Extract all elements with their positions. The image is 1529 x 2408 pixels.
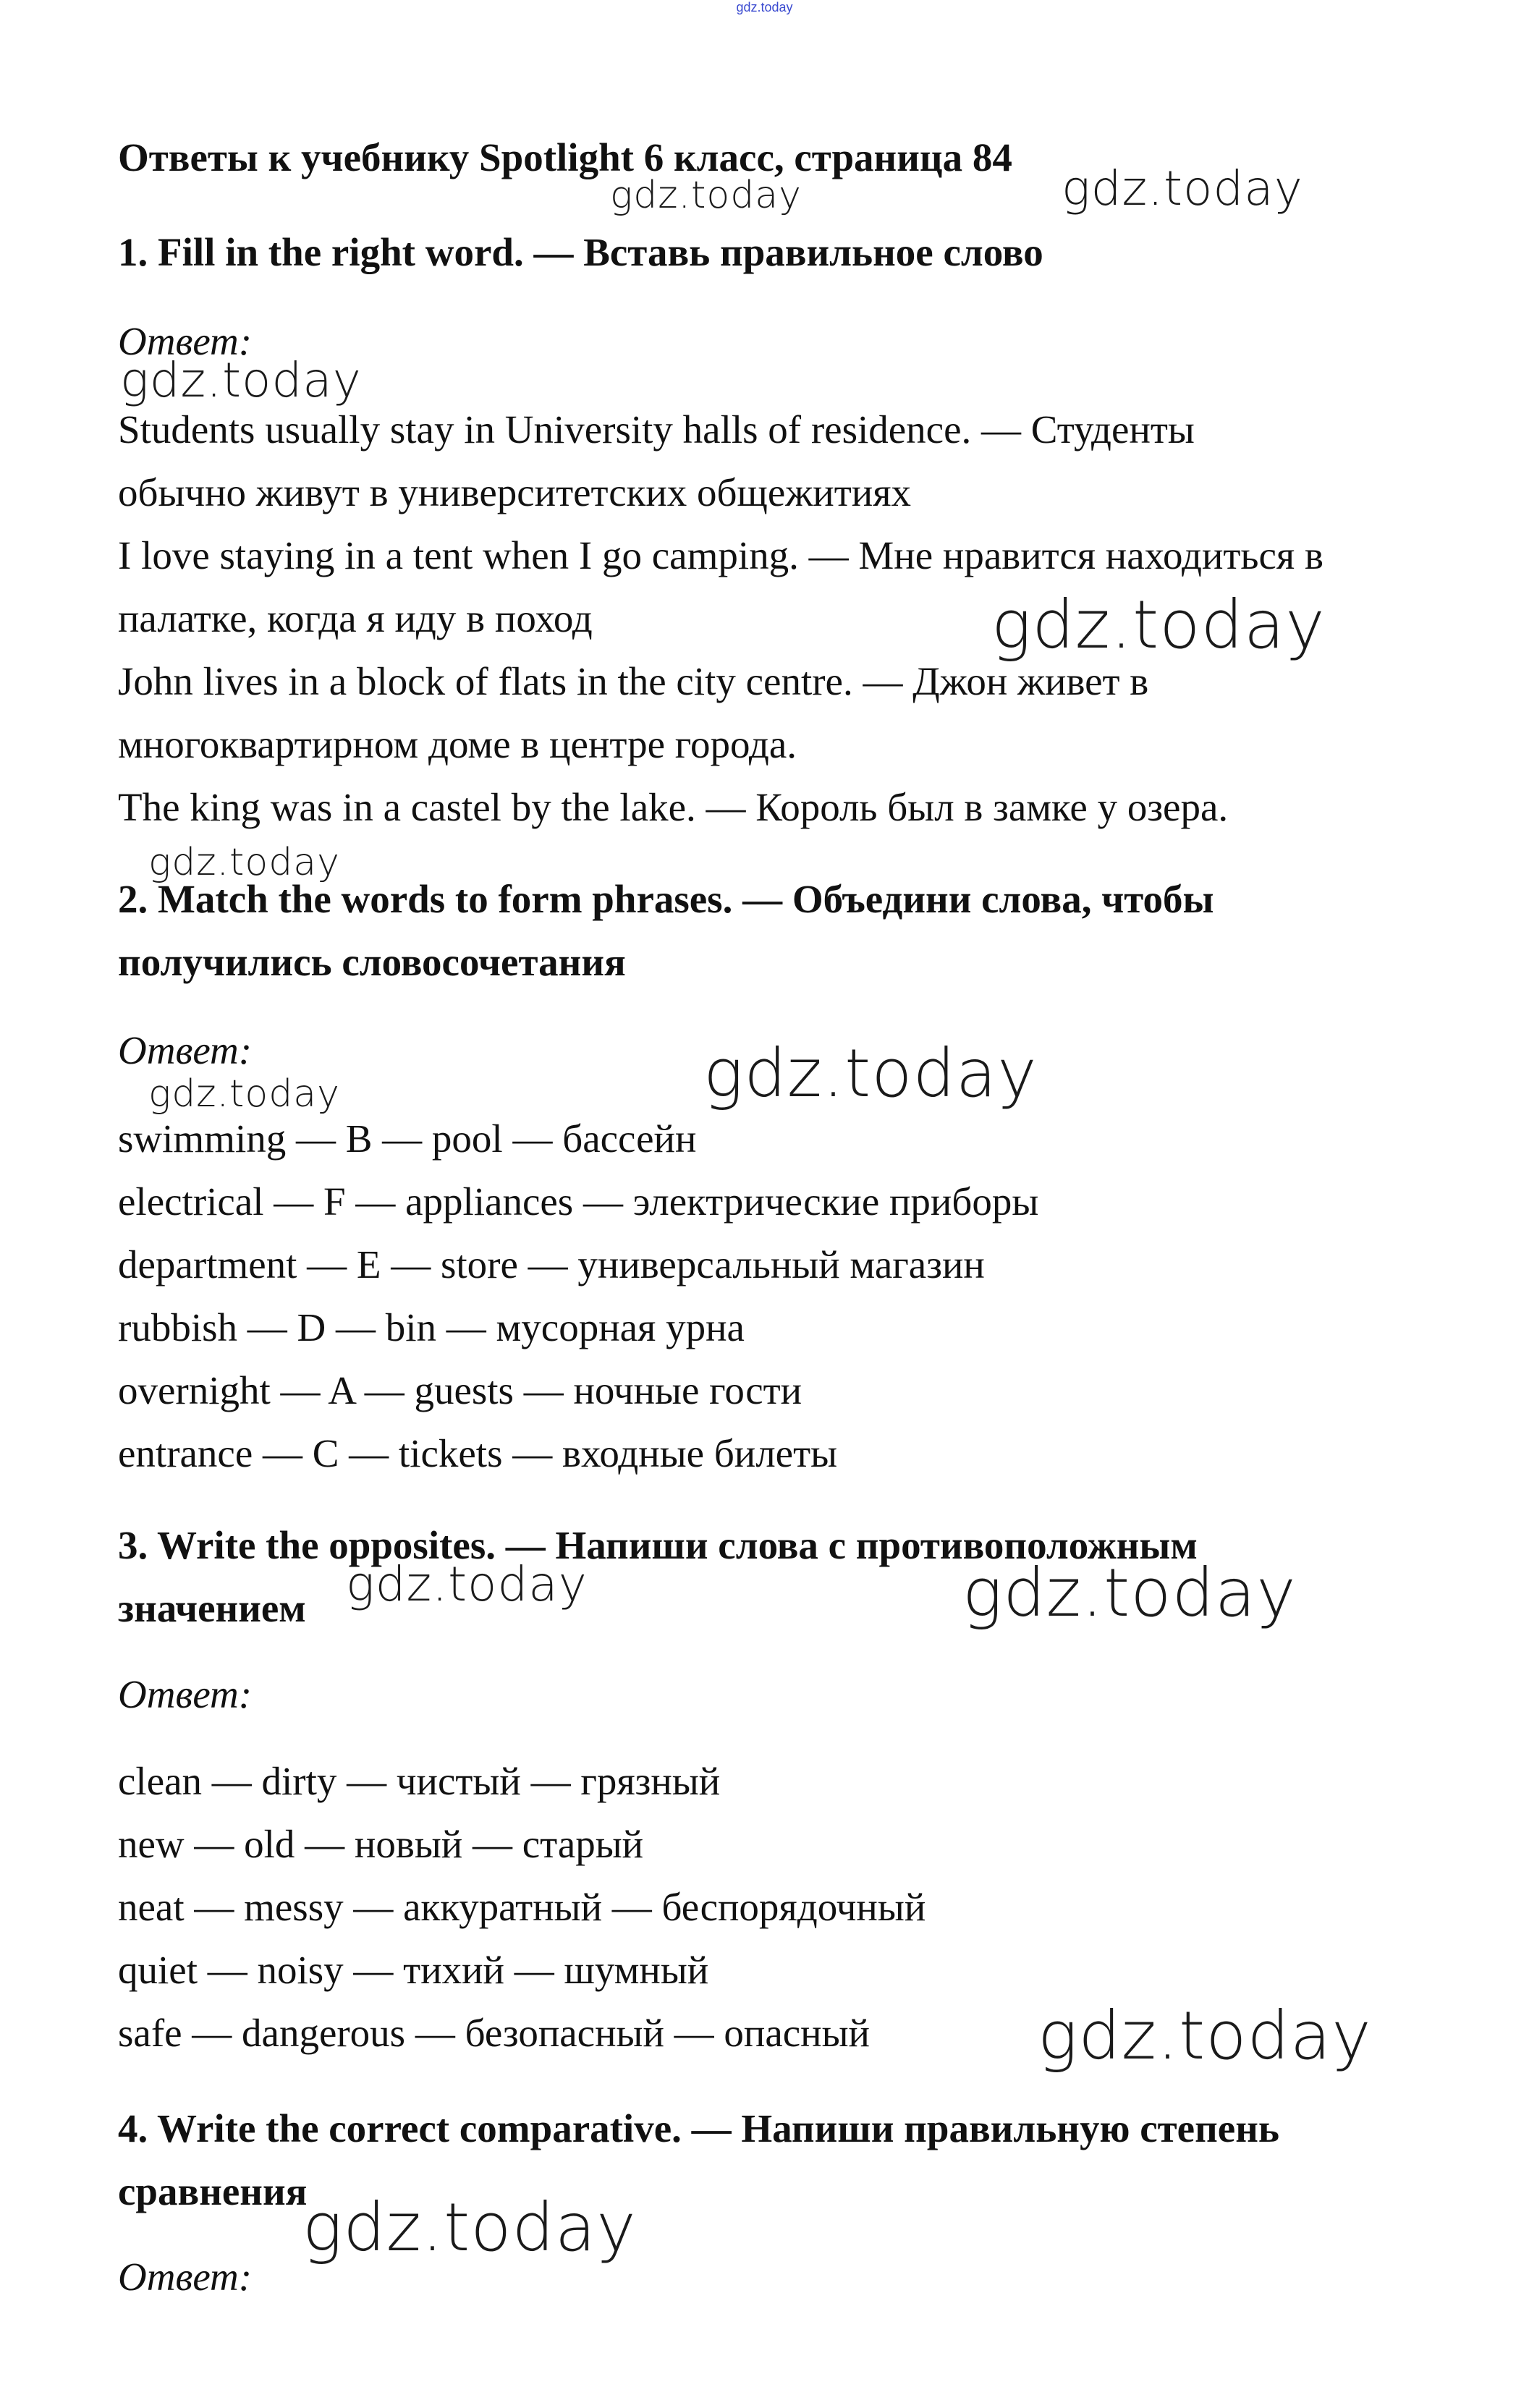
section-2-answer-list bbox=[118, 1107, 1420, 1485]
section-2-heading-line-2: получились словосочетания bbox=[118, 940, 626, 984]
list-item: The king was in a castel by the lake. — Король был в замке у озера. bbox=[118, 785, 1229, 829]
section-2-answer-label: Ответ: bbox=[118, 1028, 253, 1072]
list-item: entrance — C — tickets — входные билеты bbox=[118, 1431, 838, 1475]
section-3-heading-line-2: значением bbox=[118, 1586, 306, 1630]
list-item: John lives in a block of flats in the city centre. — Джон живет в bbox=[118, 659, 1149, 703]
watermark: gdz.today bbox=[962, 1554, 1297, 1632]
list-item: I love staying in a tent when I go camping. — Мне нравится находиться в bbox=[118, 533, 1323, 577]
watermark: gdz.today bbox=[302, 2189, 637, 2266]
list-item: обычно живут в университетских общежитиях bbox=[118, 470, 911, 514]
list-item: neat — messy — аккуратный — беспорядочный bbox=[118, 1885, 926, 1929]
section-1-heading-line: 1. Fill in the right word. — Вставь правильное слово bbox=[118, 230, 1043, 274]
watermark: gdz.today bbox=[1062, 161, 1303, 216]
section-1-heading bbox=[118, 221, 1420, 284]
list-item: палатке, когда я иду в поход bbox=[118, 596, 593, 640]
watermark: gdz.today bbox=[703, 1035, 1038, 1112]
section-4-heading-line-2: сравнения bbox=[118, 2169, 308, 2213]
list-item: многоквартирном доме в центре города. bbox=[118, 722, 797, 766]
list-item: overnight — A — guests — ночные гости bbox=[118, 1368, 802, 1412]
list-item: clean — dirty — чистый — грязный bbox=[118, 1759, 721, 1803]
section-4-heading-line-1: 4. Write the correct comparative. — Напиши правильную степень bbox=[118, 2106, 1279, 2150]
list-item: new — old — новый — старый bbox=[118, 1822, 644, 1866]
section-1-answer-label: Ответ: bbox=[118, 319, 253, 363]
watermark: gdz.today bbox=[148, 841, 340, 884]
list-item: electrical — F — appliances — электрические приборы bbox=[118, 1179, 1039, 1224]
list-item: Students usually stay in University halls of residence. — Студенты bbox=[118, 407, 1195, 452]
section-4-answer-label: Ответ: bbox=[118, 2255, 253, 2299]
watermark: gdz.today bbox=[610, 174, 802, 217]
list-item: safe — dangerous — безопасный — опасный bbox=[118, 2011, 870, 2055]
watermark: gdz.today bbox=[346, 1556, 588, 1612]
header-watermark: gdz.today bbox=[736, 0, 793, 14]
watermark: gdz.today bbox=[148, 1072, 340, 1116]
list-item: swimming — B — pool — бассейн bbox=[118, 1116, 697, 1161]
page-title: Ответы к учебнику Spotlight 6 класс, страница 84 bbox=[118, 135, 1012, 179]
section-3-heading-line-1: 3. Write the opposites. — Напиши слова с противоположным bbox=[118, 1523, 1198, 1567]
list-item: department — E — store — универсальный магазин bbox=[118, 1242, 985, 1286]
watermark: gdz.today bbox=[120, 352, 362, 408]
watermark: gdz.today bbox=[991, 586, 1326, 664]
section-2-heading bbox=[118, 868, 1420, 993]
watermark: gdz.today bbox=[1038, 1997, 1372, 2074]
section-2-heading-line-1: 2. Match the words to form phrases. — Объедини слова, чтобы bbox=[118, 877, 1214, 921]
list-item: quiet — noisy — тихий — шумный bbox=[118, 1948, 709, 1992]
section-3-answer-label: Ответ: bbox=[118, 1672, 253, 1716]
list-item: rubbish — D — bin — мусорная урна bbox=[118, 1305, 745, 1349]
